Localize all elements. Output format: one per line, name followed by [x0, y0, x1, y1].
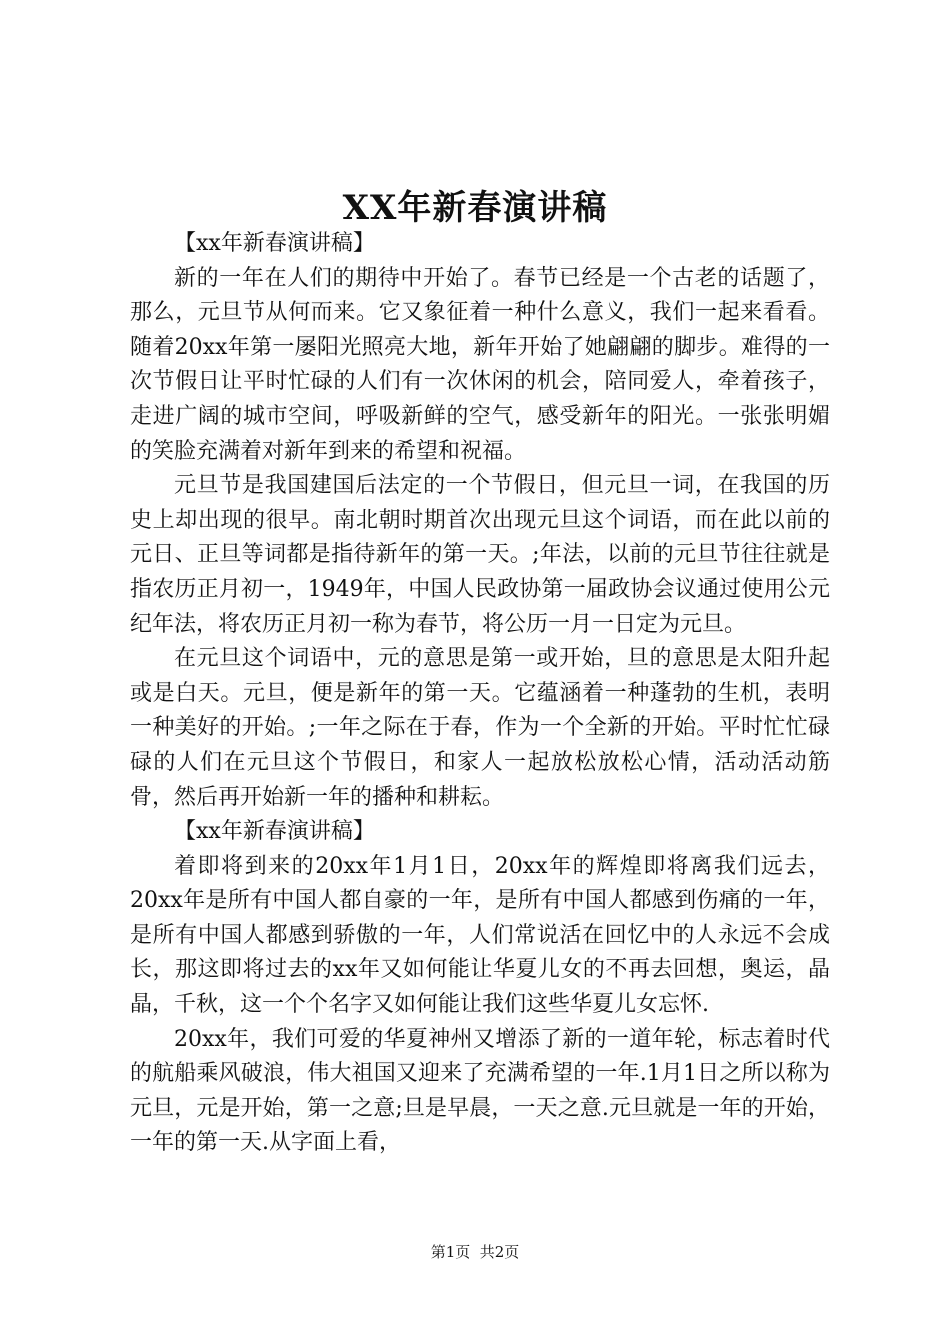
- section-heading-1: 【xx年新春演讲稿】: [174, 231, 375, 256]
- body-paragraph-4: 着即将到来的20xx年1月1日，20xx年的辉煌即将离我们远去，20xx年是所有中国人都自豪的一年，是所有中国人都感到伤痛的一年，是所有中国人都感到骄傲的一年，人们常说活在回忆中的人永远不会成长，那这即将过去的xx年又如何能让华夏儿女的不再去回想，奥运，晶晶，千秋，这一个个名字又如何能让我们这些华夏儿女忘怀.: [130, 853, 830, 1018]
- page-number: 第1页 共2页: [430, 1243, 520, 1261]
- section-heading-2: 【xx年新春演讲稿】: [174, 819, 375, 845]
- body-paragraph-1: 新的一年在人们的期待中开始了。春节已经是一个古老的话题了，那么，元旦节从何而来。它又象征着一种什么意义，我们一起来看看。随着20xx年第一屡阳光照亮大地，新年开始了她翩翩的脚步。难得的一次节假日让平时忙碌的人们有一次休闲的机会，陪同爱人，牵着孩子，走进广阔的城市空间，呼吸新鲜的空气，感受新年的阳光。一张张明媚的笑脸充满着对新年到来的希望和祝福。: [130, 265, 830, 464]
- body-paragraph-3: 在元旦这个词语中，元的意思是第一或开始，旦的意思是太阳升起或是白天。元旦，便是新年的第一天。它蕴涵着一种蓬勃的生机，表明一种美好的开始。;一年之际在于春，作为一个全新的开始。平时忙忙碌碌的人们在元旦这个节假日，和家人一起放松放松心情，活动活动筋骨，然后再开始新一年的播种和耕耘。: [130, 646, 830, 810]
- document-body: [130, 227, 830, 1161]
- body-paragraph-5: 20xx年，我们可爱的华夏神州又增添了新的一道年轮，标志着时代的航船乘风破浪，伟大祖国又迎来了充满希望的一年.1月1日之所以称为元旦，元是开始，第一之意;旦是早晨，一天之意.元旦就是一年的开始，一年的第一天.从字面上看，: [130, 1026, 830, 1156]
- document-title: XX年新春演讲稿: [342, 188, 608, 228]
- page-footer: [0, 1242, 950, 1262]
- body-paragraph-2: 元旦节是我国建国后法定的一个节假日，但元旦一词，在我国的历史上却出现的很早。南北朝时期首次出现元旦这个词语，而在此以前的元日、正旦等词都是指待新年的第一天。;年法，以前的元旦节往往就是指农历正月初一，1949年，中国人民政协第一届政协会议通过使用公元纪年法，将农历正月初一称为春节，将公历一月一日定为元旦。: [130, 473, 830, 637]
